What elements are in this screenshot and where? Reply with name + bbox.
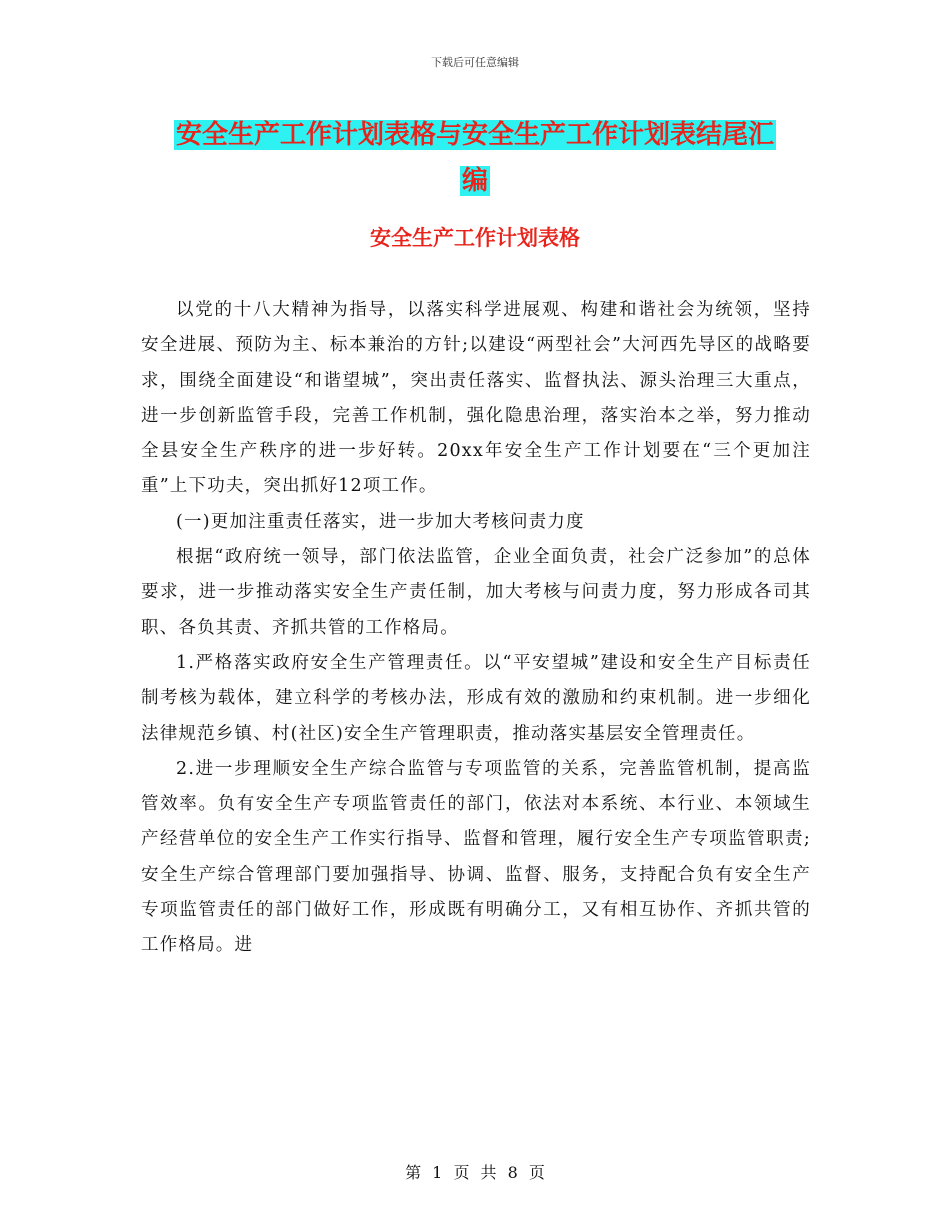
paragraph: 以党的十八大精神为指导，以落实科学进展观、构建和谐社会为统领，坚持安全进展、预防为主、标本兼治的方针;以建设“两型社会”大河西先导区的战略要求，围绕全面建设“和谐望城”，突出责任落实、监督执法、源头治理三大重点，进一步创新监管手段，完善工作机制，强化隐患治理，落实治本之举，努力推动全县安全生产秩序的进一步好转。20xx年安全生产工作计划要在“三个更加注重”上下功夫，突出抓好12项工作。 [141,300,811,497]
paragraph: 根据“政府统一领导，部门依法监管，企业全面负责，社会广泛参加”的总体要求，进一步推动落实安全生产责任制，加大考核与问责力度，努力形成各司其职、各负其责、齐抓共管的工作格局。 [141,547,811,638]
document-title-line-2 [0,158,950,204]
paragraph: 1.严格落实政府安全生产管理责任。以“平安望城”建设和安全生产目标责任制考核为载体，建立科学的考核办法，形成有效的激励和约束机制。进一步细化法律规范乡镇、村(社区)安全生产管理职责，推动落实基层安全管理责任。 [141,652,811,744]
paragraph: 2.进一步理顺安全生产综合监管与专项监管的关系，完善监管机制，提高监管效率。负有安全生产专项监管责任的部门，依法对本系统、本行业、本领域生产经营单位的安全生产工作实行指导、监督和管理，履行安全生产专项监管职责;安全生产综合管理部门要加强指导、协调、监督、服务，支持配合负有安全生产专项监管责任的部门做好工作，形成既有明确分工，又有相互协作、齐抓共管的工作格局。进 [141,758,811,956]
header-note: 下载后可任意编辑 [431,56,519,69]
document-title [0,112,950,204]
paragraph-heading: (一)更加注重责任落实，进一步加大考核问责力度 [176,511,585,532]
document-body [141,293,811,964]
page-number: 第 1 页 共 8 页 [405,1163,545,1182]
document-title-line-1 [0,112,950,158]
section-title: 安全生产工作计划表格 [370,226,580,250]
title-highlight: 安全生产工作计划表格与安全生产工作计划表结尾汇 [175,120,774,150]
title-highlight: 编 [461,166,488,196]
